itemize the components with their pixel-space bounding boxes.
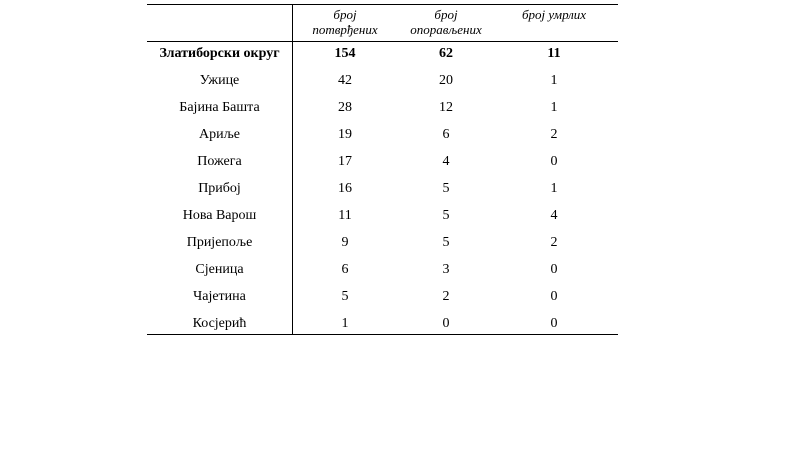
municipality-name: Чајетина bbox=[193, 289, 246, 304]
deaths-count: 4 bbox=[550, 208, 558, 223]
recovered-count: 5 bbox=[442, 208, 450, 223]
confirmed-count: 11 bbox=[338, 208, 352, 223]
confirmed-count: 19 bbox=[338, 127, 352, 142]
deaths-count: 2 bbox=[550, 235, 558, 250]
confirmed-count: 17 bbox=[338, 154, 352, 169]
municipality-name: Бајина Башта bbox=[179, 100, 260, 115]
municipality-name: Нова Варош bbox=[182, 208, 257, 223]
deaths-count: 2 bbox=[550, 127, 558, 142]
confirmed-count: 5 bbox=[341, 289, 349, 304]
confirmed-count: 42 bbox=[338, 73, 352, 88]
deaths-count: 0 bbox=[550, 289, 558, 304]
table-header bbox=[147, 5, 618, 42]
header-confirmed: број потврђених bbox=[312, 7, 378, 37]
municipality-name: Косјерић bbox=[192, 316, 247, 331]
table-row bbox=[147, 204, 618, 231]
confirmed-count: 6 bbox=[341, 262, 349, 277]
recovered-count: 12 bbox=[439, 100, 453, 115]
table-row bbox=[147, 231, 618, 258]
table-body bbox=[147, 42, 618, 334]
deaths-count: 0 bbox=[550, 262, 558, 277]
table-row bbox=[147, 96, 618, 123]
municipality-name: Прибој bbox=[198, 181, 241, 196]
confirmed-count: 9 bbox=[341, 235, 349, 250]
table-row bbox=[147, 258, 618, 285]
table-row bbox=[147, 69, 618, 96]
recovered-count: 4 bbox=[442, 154, 450, 169]
municipality-name: Пријепоље bbox=[186, 235, 253, 250]
table-row bbox=[147, 123, 618, 150]
table-row bbox=[147, 150, 618, 177]
recovered-count: 5 bbox=[442, 235, 450, 250]
recovered-count: 0 bbox=[442, 316, 450, 331]
deaths-count: 1 bbox=[550, 73, 558, 88]
deaths-count: 1 bbox=[550, 181, 558, 196]
recovered-count: 2 bbox=[442, 289, 450, 304]
header-deaths: број умрлих bbox=[521, 7, 587, 22]
municipality-name: Пожега bbox=[197, 154, 242, 169]
table-row bbox=[147, 285, 618, 312]
district-name: Златиборски округ bbox=[159, 46, 280, 61]
recovered-count: 5 bbox=[442, 181, 450, 196]
recovered-count: 20 bbox=[439, 73, 453, 88]
confirmed-count: 16 bbox=[338, 181, 352, 196]
recovered-count: 62 bbox=[439, 46, 453, 61]
confirmed-count: 28 bbox=[338, 100, 352, 115]
table-row-total bbox=[147, 42, 618, 69]
deaths-count: 0 bbox=[550, 316, 558, 331]
confirmed-count: 1 bbox=[341, 316, 349, 331]
confirmed-count: 154 bbox=[334, 46, 356, 61]
recovered-count: 6 bbox=[442, 127, 450, 142]
municipality-name: Ариље bbox=[199, 127, 240, 142]
statistics-table bbox=[147, 4, 618, 335]
table-row bbox=[147, 312, 618, 334]
deaths-count: 11 bbox=[547, 46, 561, 61]
municipality-name: Сјеница bbox=[195, 262, 244, 277]
header-recovered: број опорављених bbox=[410, 7, 482, 37]
recovered-count: 3 bbox=[442, 262, 450, 277]
deaths-count: 1 bbox=[550, 100, 558, 115]
deaths-count: 0 bbox=[550, 154, 558, 169]
municipality-name: Ужице bbox=[199, 73, 240, 88]
table-row bbox=[147, 177, 618, 204]
